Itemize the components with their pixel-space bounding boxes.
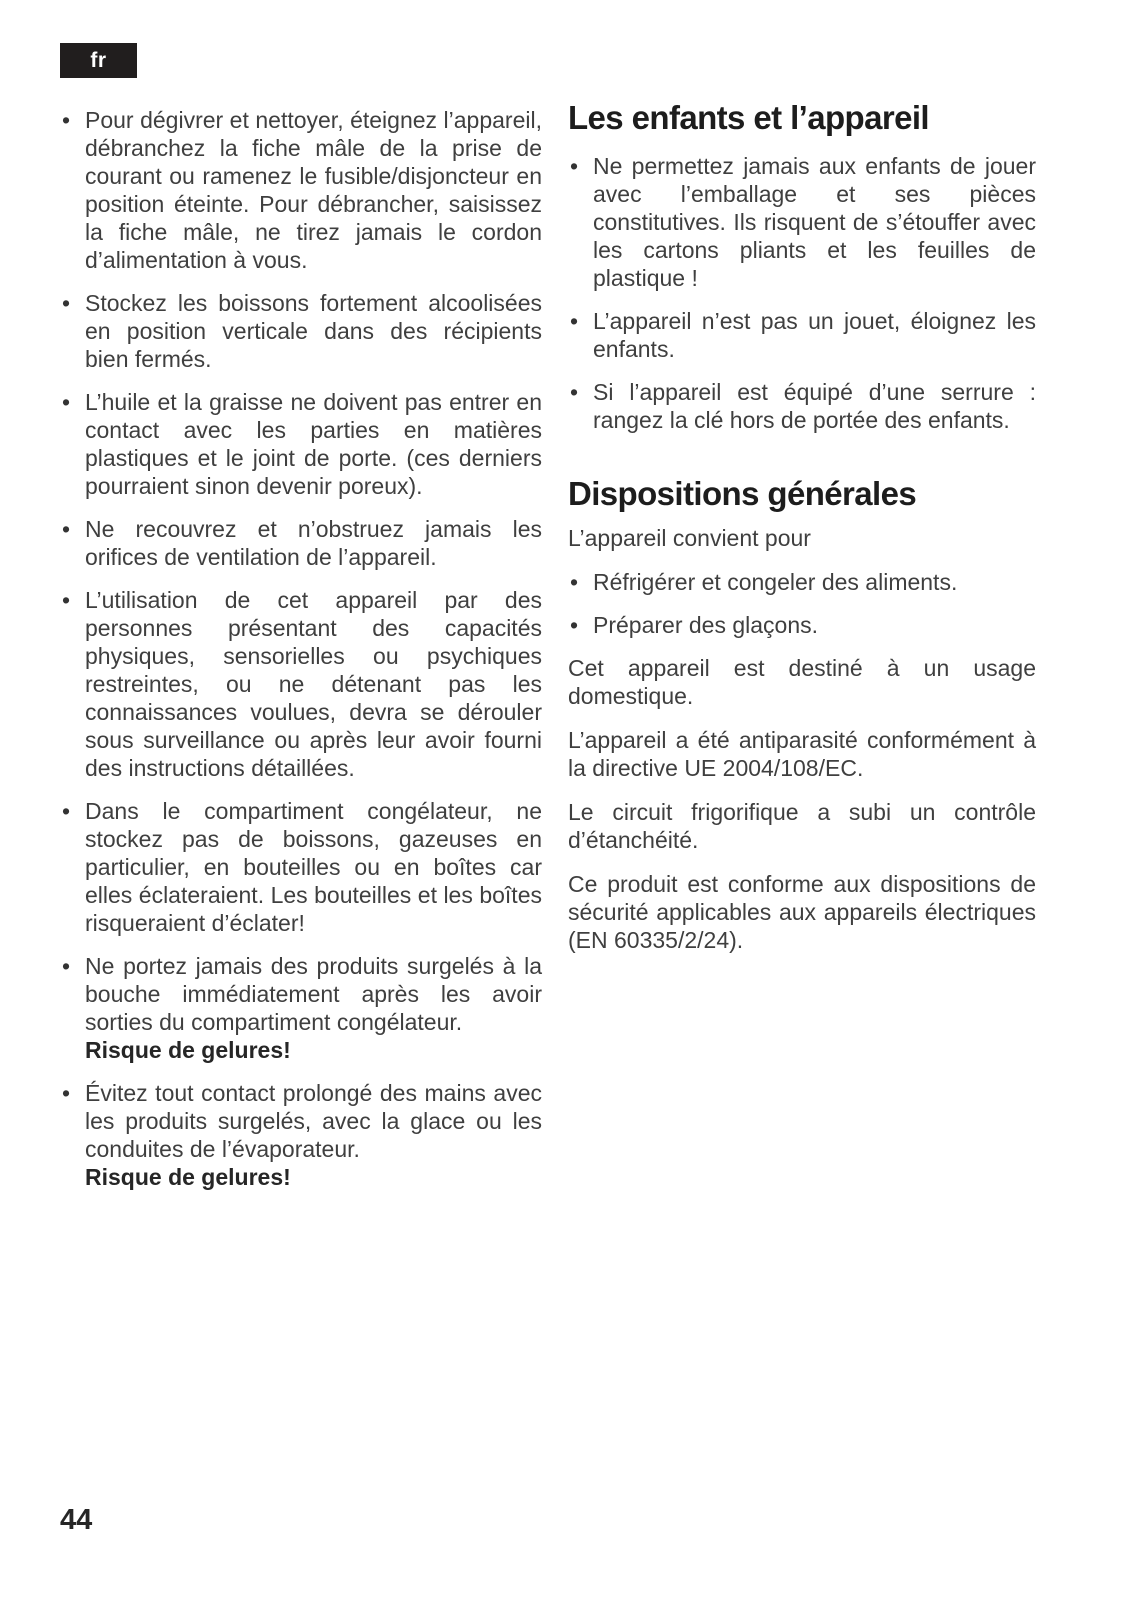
section-children-and-appliance [568, 100, 1036, 434]
warning-note: Risque de gelures! [85, 1164, 291, 1190]
section-general-provisions [568, 476, 1036, 954]
bullet-text: Ne portez jamais des produits surgelés à la bouche immédiatement après les avoir sorties du compartiment congélateur. [85, 953, 542, 1035]
list-item [568, 568, 1036, 596]
list-item [60, 106, 542, 274]
list-item [568, 307, 1036, 363]
paragraph: Ce produit est conforme aux dispositions de sécurité applicables aux appareils électriques (EN 60335/2/24). [568, 871, 1036, 953]
bullet-text: L’utilisation de cet appareil par des personnes présentant des capacités physiques, sensorielles ou psychiques restreintes, ou ne détenant pas les connaissances voulues, devra se dérouler sous surveillance ou après leur avoir fourni des instructions détaillées. [85, 587, 542, 781]
list-item [60, 586, 542, 782]
list-item [568, 152, 1036, 292]
section-heading: Dispositions générales [568, 475, 917, 512]
bullet-text: Préparer des glaçons. [593, 612, 819, 638]
bullet-text: L’huile et la graisse ne doivent pas entrer en contact avec les parties en matières plastiques et le joint de porte. (ces derniers pourraient sinon devenir poreux). [85, 389, 542, 499]
paragraph: Le circuit frigorifique a subi un contrôle d’étanchéité. [568, 799, 1036, 853]
bullet-text: Dans le compartiment congélateur, ne stockez pas de boissons, gazeuses en particulier, en bouteilles ou en boîtes car elles éclateraient. Les bouteilles et les boîtes risqueraient d’éclater! [85, 798, 542, 936]
bullet-text: Si l’appareil est équipé d’une serrure : rangez la clé hors de portée des enfants. [593, 379, 1036, 433]
list-item [568, 378, 1036, 434]
paragraph: Cet appareil est destiné à un usage domestique. [568, 655, 1036, 709]
bullet-text: Réfrigérer et congeler des aliments. [593, 569, 958, 595]
right-column [568, 100, 1036, 970]
list-item [568, 611, 1036, 639]
list-item [60, 1079, 542, 1191]
warning-note: Risque de gelures! [85, 1037, 291, 1063]
bullet-text: Ne permettez jamais aux enfants de jouer avec l’emballage et ses pièces constitutives. Ils risquent de s’étouffer avec les cartons pliants et les feuilles de plastique ! [593, 153, 1036, 291]
list-item [60, 289, 542, 373]
section-heading: Les enfants et l’appareil [568, 99, 929, 136]
bullet-text: Ne recouvrez et n’obstruez jamais les orifices de ventilation de l’appareil. [85, 516, 542, 570]
language-tab-label: fr [90, 48, 107, 72]
bullet-text: L’appareil n’est pas un jouet, éloignez les enfants. [593, 308, 1036, 362]
bullet-text: Stockez les boissons fortement alcoolisées en position verticale dans des récipients bien fermés. [85, 290, 542, 372]
list-item [60, 388, 542, 500]
children-bullet-list [568, 152, 1036, 434]
list-item [60, 952, 542, 1064]
intro-text: L’appareil convient pour [568, 525, 811, 551]
bullet-text: Évitez tout contact prolongé des mains avec les produits surgelés, avec la glace ou les conduites de l’évaporateur. [85, 1080, 542, 1162]
paragraph: L’appareil a été antiparasité conformément à la directive UE 2004/108/EC. [568, 727, 1036, 781]
list-item [60, 515, 542, 571]
bullet-text: Pour dégivrer et nettoyer, éteignez l’appareil, débranchez la fiche mâle de la prise de courant ou ramenez le fusible/disjoncteur en position éteinte. Pour débrancher, saisissez la fiche mâle, ne tirez jamais le cordon d’alimentation à vous. [85, 107, 542, 273]
list-item [60, 797, 542, 937]
language-tab [60, 43, 137, 78]
left-column [60, 106, 542, 1206]
usage-bullet-list [568, 568, 1036, 639]
safety-bullet-list [60, 106, 542, 1191]
page-number: 44 [60, 1504, 93, 1536]
